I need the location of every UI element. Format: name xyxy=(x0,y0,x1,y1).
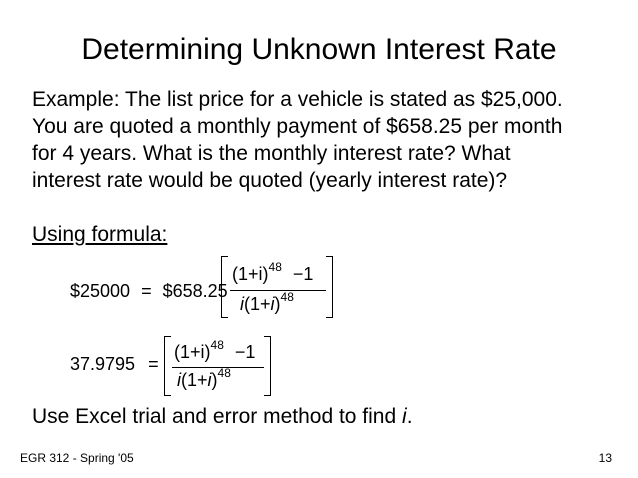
eq2-left-bracket xyxy=(164,336,171,396)
eq1-lhs: $25000 xyxy=(70,281,131,301)
using-formula-heading: Using formula: xyxy=(32,223,168,246)
slide-title: Determining Unknown Interest Rate xyxy=(81,33,557,66)
eq2-denominator: $i(1+i)^{48}$ xyxy=(177,366,231,390)
eq1-equals: = xyxy=(141,281,152,301)
eq2-right-bracket xyxy=(264,336,271,396)
eq1-denominator: $i(1+i)^{48}$ xyxy=(240,290,294,314)
example-line: interest rate would be quoted (yearly interest rate)? xyxy=(32,169,508,192)
eq2-equals: = xyxy=(148,354,159,374)
example-line: for 4 years. What is the monthly interest rate? What xyxy=(32,142,511,165)
eq2-numerator: $(1+i)^{48} -1$ xyxy=(174,338,256,362)
eq1-right-bracket xyxy=(326,256,333,318)
excel-instruction: Use Excel trial and error method to find i. xyxy=(32,405,413,428)
eq1-left-bracket xyxy=(221,256,228,318)
page-number: 13 xyxy=(598,451,612,465)
eq2-lhs: 37.9795 xyxy=(70,354,136,374)
eq1-multiplier: $658.25 xyxy=(162,281,228,301)
footer-course: EGR 312 - Spring '05 xyxy=(20,451,134,465)
eq1-numerator: $(1+i)^{48} -1$ xyxy=(232,260,314,284)
example-line: Example: The list price for a vehicle is stated as $25,000. xyxy=(32,88,563,111)
example-line: You are quoted a monthly payment of $658.25 per month xyxy=(32,115,563,138)
eq1-fraction-line xyxy=(230,290,326,291)
example-text xyxy=(32,86,622,194)
